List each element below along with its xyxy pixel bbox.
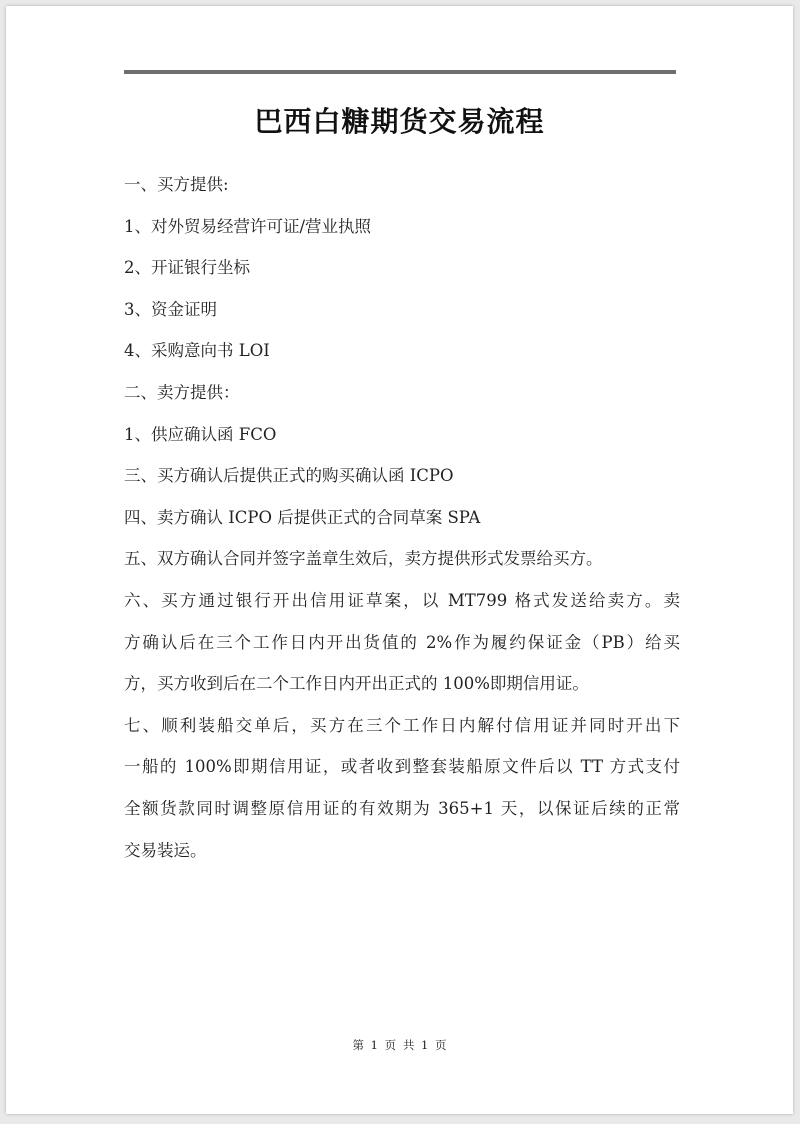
header-rule [124,70,676,74]
step-seven-line-4: 交易装运。 [124,840,207,860]
buyer-item-4: 4、采购意向书 LOI [124,341,270,361]
step-four: 四、卖方确认 ICPO 后提供正式的合同草案 SPA [124,507,481,527]
buyer-item-2: 2、开证银行坐标 [124,258,250,278]
section-heading-buyer: 一、买方提供: [124,175,229,194]
buyer-item-3: 3、资金证明 [124,299,217,319]
step-seven-line-1: 七、顺利装船交单后，买方在三个工作日内解付信用证并同时开出下 [124,715,680,735]
step-three: 三、买方确认后提供正式的购买确认函 ICPO [124,466,454,486]
step-seven-line-2: 一船的 100%即期信用证，或者收到整套装船原文件后以 TT 方式支付 [124,757,680,777]
section-heading-seller: 二、卖方提供： [124,382,240,402]
seller-item-1: 1、供应确认函 FCO [124,424,277,444]
step-six-line-2: 方确认后在三个工作日内开出货值的 2%作为履约保证金（PB）给买 [124,632,680,652]
step-five: 五、双方确认合同并签字盖章生效后，卖方提供形式发票给买方。 [124,549,603,569]
step-six-line-1: 六、买方通过银行开出信用证草案，以 MT799 格式发送给卖方。卖 [124,590,680,610]
document-title: 巴西白糖期货交易流程 [254,105,545,138]
step-six-line-3: 方，买方收到后在二个工作日内开出正式的 100%即期信用证。 [124,674,589,694]
page-number-footer: 第 1 页 共 1 页 [352,1038,447,1052]
document-page [6,6,793,1114]
buyer-item-1: 1、对外贸易经营许可证/营业执照 [124,216,372,236]
step-seven-line-3: 全额货款同时调整原信用证的有效期为 365+1 天，以保证后续的正常 [124,798,680,818]
document-body [124,164,680,871]
